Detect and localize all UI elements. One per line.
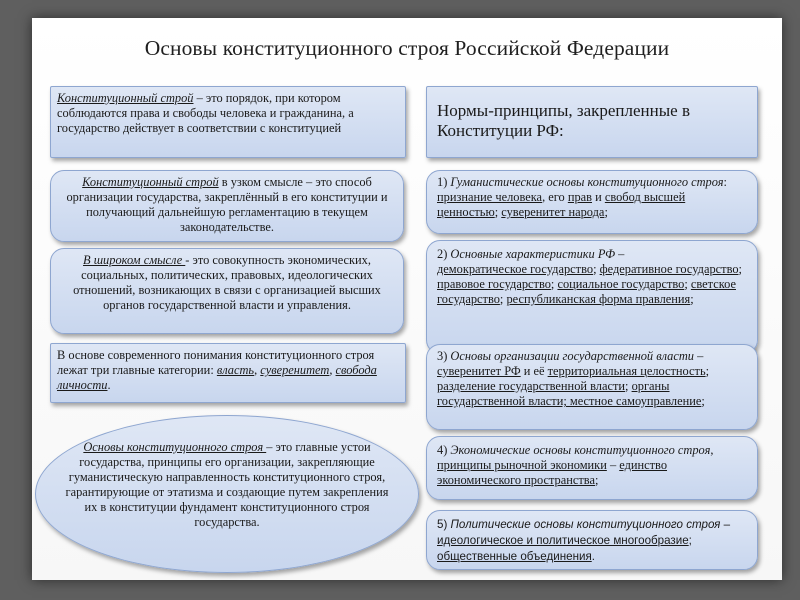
definition-text: – это главные устои государства, принципы его организации, закрепляющие гуманистическую направленность конституционного строя, гарантирующие от этатизма и создающие путем закрепления их в конституции фундамент конституционного строя государства. bbox=[65, 440, 389, 529]
slide bbox=[32, 18, 782, 580]
category-power: власть bbox=[216, 363, 255, 377]
principle-box-economic: 4) Экономические основы конституционного строя, принципы рыночной экономики – единство экономического пространства; bbox=[426, 436, 758, 500]
definition-text: – это порядок, при котором соблюдаются права и свободы человека и гражданина, а государство действует в соответствии с конституцией bbox=[57, 91, 354, 135]
principle-heading: Основы организации государственной власти bbox=[450, 349, 694, 363]
principle-box-state-power: 3) Основы организации государственной власти – суверенитет РФ и её территориальная целостность; разделение государственной власти; органы государственной власти; местное самоуправление; bbox=[426, 344, 758, 430]
categories-box: В основе современного понимания конституционного строя лежат три главные категории: власть, суверенитет, свобода личности. bbox=[50, 343, 406, 403]
principle-heading: Гуманистические основы конституционного строя bbox=[450, 175, 724, 189]
principle-box-humanistic: 1) Гуманистические основы конституционного строя: признание человека, его прав и свобод высшей ценностью; суверенитет народа; bbox=[426, 170, 758, 234]
foundations-definition-ellipse bbox=[35, 415, 419, 573]
principles-header: Нормы-принципы, закрепленные в Конституции РФ: bbox=[437, 101, 690, 140]
principle-heading: Экономические основы конституционного строя bbox=[450, 443, 711, 457]
term: Основы конституционного строя bbox=[83, 440, 267, 454]
principle-heading: Основные характеристики РФ – bbox=[450, 247, 625, 261]
category-sovereignty: суверенитет bbox=[260, 363, 330, 377]
term: Конституционный строй bbox=[82, 175, 219, 189]
categories-intro: В основе современного понимания конституционного строя лежат три главные категории: bbox=[57, 348, 375, 377]
principle-box-political: 5) Политические основы конституционного строя – идеологическое и политическое многообразие; общественные объединения. bbox=[426, 510, 758, 570]
principle-heading: Политические основы конституционного строя bbox=[450, 518, 721, 531]
definition-text: - это совокупность экономических, социальных, политических, правовых, идеологических отношений, возникающих в связи с организацией высших органов государственной власти и управления. bbox=[73, 253, 381, 312]
page-title: Основы конституционного строя Российской Федерации bbox=[144, 36, 670, 60]
definition-text: в узком смысле – это способ организации государства, закреплённый в его конституции и получающий дальнейшую регламентацию в текущем законодательстве. bbox=[66, 175, 388, 234]
definition-box-constitutional-order bbox=[50, 86, 406, 158]
principle-box-characteristics: 2) Основные характеристики РФ – демократическое государство; федеративное государство; правовое государство; социальное государство; светское государство; республиканская форма правления; bbox=[426, 240, 758, 354]
definition-box-narrow-sense bbox=[50, 170, 404, 242]
principles-header-box bbox=[426, 86, 758, 158]
term: В широком смысле bbox=[83, 253, 186, 267]
category-freedom: свобода личности bbox=[57, 363, 377, 392]
definition-box-broad-sense bbox=[50, 248, 404, 334]
term: Конституционный строй bbox=[57, 91, 194, 105]
